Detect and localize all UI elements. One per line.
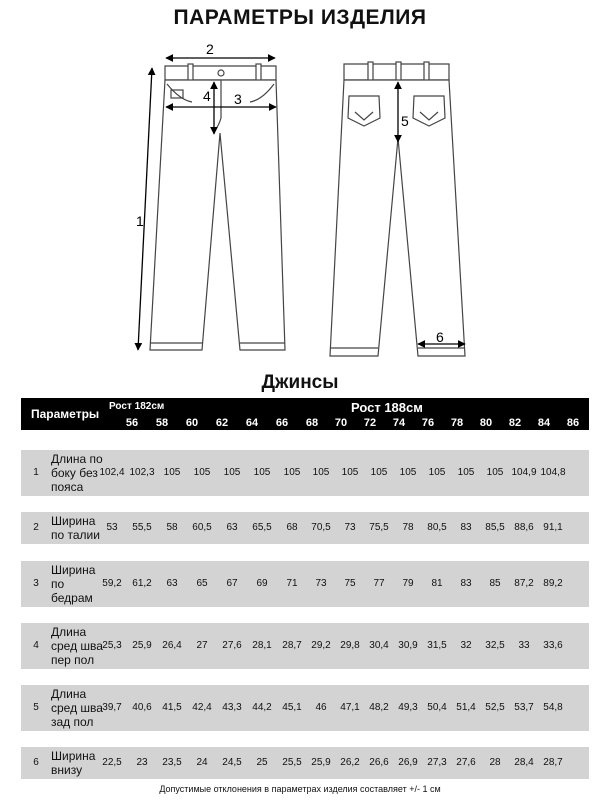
- table-cell: 46: [315, 702, 327, 713]
- size-header: 62: [215, 417, 229, 429]
- table-cell: 81: [431, 578, 443, 589]
- size-header: 78: [450, 417, 464, 429]
- table-cell: 105: [370, 467, 388, 478]
- height-group-188: Рост 188см: [351, 400, 423, 415]
- tolerance-note: Допустимые отклонения в параметрах изделия составляет +/- 1 см: [159, 784, 441, 794]
- table-cell: 105: [341, 467, 359, 478]
- table-cell: 91,1: [543, 522, 563, 533]
- table-cell: 27,3: [427, 757, 447, 768]
- size-header: 74: [392, 417, 406, 429]
- table-cell: 79: [402, 578, 414, 589]
- table-cell: 51,4: [456, 702, 476, 713]
- table-cell: 105: [283, 467, 301, 478]
- row-number: 2: [33, 522, 39, 533]
- table-cell: 85: [489, 578, 501, 589]
- table-cell: 88,6: [514, 522, 534, 533]
- table-cell: 54,8: [543, 702, 563, 713]
- table-cell: 25,9: [132, 640, 152, 651]
- measure-label-5: 5: [401, 113, 409, 129]
- table-cell: 105: [428, 467, 446, 478]
- table-cell: 73: [344, 522, 356, 533]
- table-cell: 105: [312, 467, 330, 478]
- table-cell: 89,2: [543, 578, 563, 589]
- size-header: 70: [334, 417, 348, 429]
- table-cell: 33,6: [543, 640, 563, 651]
- table-cell: 83: [460, 522, 472, 533]
- page-title: ПАРАМЕТРЫ ИЗДЕЛИЯ: [173, 6, 427, 29]
- measure-label-4: 4: [203, 88, 211, 104]
- table-cell: 32,5: [485, 640, 505, 651]
- measure-label-3: 3: [234, 91, 242, 107]
- table-row: [21, 450, 589, 496]
- size-header: 66: [275, 417, 289, 429]
- table-row: [21, 623, 589, 669]
- table-cell: 73: [315, 578, 327, 589]
- table-cell: 49,3: [398, 702, 418, 713]
- table-cell: 25,3: [102, 640, 122, 651]
- row-number: 1: [33, 467, 39, 478]
- table-cell: 33: [518, 640, 530, 651]
- table-cell: 29,2: [311, 640, 331, 651]
- table-cell: 75: [344, 578, 356, 589]
- table-cell: 63: [226, 522, 238, 533]
- size-header: 76: [421, 417, 435, 429]
- table-cell: 26,2: [340, 757, 360, 768]
- table-cell: 44,2: [252, 702, 272, 713]
- table-row: [21, 685, 589, 731]
- table-cell: 59,2: [102, 578, 122, 589]
- size-header: 72: [363, 417, 377, 429]
- size-header: 86: [566, 417, 580, 429]
- table-cell: 105: [486, 467, 504, 478]
- table-cell: 23,5: [162, 757, 182, 768]
- table-cell: 22,5: [102, 757, 122, 768]
- table-cell: 48,2: [369, 702, 389, 713]
- table-cell: 29,8: [340, 640, 360, 651]
- table-cell: 42,4: [192, 702, 212, 713]
- table-cell: 85,5: [485, 522, 505, 533]
- table-cell: 78: [402, 522, 414, 533]
- row-label-line: пер пол: [51, 653, 95, 667]
- row-label-line: зад пол: [51, 715, 94, 729]
- table-cell: 40,6: [132, 702, 152, 713]
- table-cell: 60,5: [192, 522, 212, 533]
- measure-label-6: 6: [436, 329, 444, 345]
- product-subtitle: Джинсы: [261, 372, 339, 393]
- row-number: 4: [33, 640, 39, 651]
- table-cell: 83: [460, 578, 472, 589]
- table-cell: 43,3: [222, 702, 242, 713]
- table-cell: 50,4: [427, 702, 447, 713]
- row-label-line: Ширина: [51, 514, 96, 528]
- row-label-line: боку без: [51, 466, 98, 480]
- table-cell: 104,9: [511, 467, 537, 478]
- row-label-line: сред шва: [51, 639, 103, 653]
- table-cell: 23: [136, 757, 148, 768]
- table-cell: 61,2: [132, 578, 152, 589]
- table-cell: 26,9: [398, 757, 418, 768]
- size-header: 68: [305, 417, 319, 429]
- row-label-line: бедрам: [51, 591, 93, 605]
- row-label-line: Ширина: [51, 563, 96, 577]
- table-cell: 31,5: [427, 640, 447, 651]
- table-cell: 28,4: [514, 757, 534, 768]
- table-cell: 27: [196, 640, 208, 651]
- table-cell: 26,4: [162, 640, 182, 651]
- row-label-line: Длина по: [51, 452, 103, 466]
- table-cell: 45,1: [282, 702, 302, 713]
- table-cell: 105: [457, 467, 475, 478]
- table-cell: 104,8: [540, 467, 566, 478]
- table-cell: 105: [399, 467, 417, 478]
- table-cell: 25,9: [311, 757, 331, 768]
- table-row: [21, 561, 589, 607]
- size-header: 60: [185, 417, 199, 429]
- table-cell: 69: [256, 578, 268, 589]
- table-cell: 25: [256, 757, 268, 768]
- table-cell: 53: [106, 522, 118, 533]
- table-cell: 102,4: [99, 467, 125, 478]
- table-cell: 30,4: [369, 640, 389, 651]
- size-header: 58: [155, 417, 169, 429]
- table-cell: 30,9: [398, 640, 418, 651]
- table-cell: 28: [489, 757, 501, 768]
- size-header: 80: [479, 417, 493, 429]
- table-cell: 67: [226, 578, 238, 589]
- row-label-line: по талии: [51, 528, 100, 542]
- measure-arrow-1: [138, 68, 152, 350]
- params-header: Параметры: [31, 407, 100, 421]
- size-header: 84: [537, 417, 551, 429]
- table-row: [21, 512, 589, 544]
- row-number: 3: [33, 578, 39, 589]
- table-cell: 77: [373, 578, 385, 589]
- table-cell: 28,1: [252, 640, 272, 651]
- row-label-line: Ширина: [51, 749, 96, 763]
- table-cell: 28,7: [543, 757, 563, 768]
- table-cell: 27,6: [222, 640, 242, 651]
- table-cell: 27,6: [456, 757, 476, 768]
- table-cell: 58: [166, 522, 178, 533]
- table-cell: 70,5: [311, 522, 331, 533]
- row-label-line: Длина: [51, 687, 87, 701]
- row-label-line: Длина: [51, 625, 87, 639]
- table-cell: 39,7: [102, 702, 122, 713]
- table-cell: 53,7: [514, 702, 534, 713]
- table-header: [21, 398, 589, 430]
- row-label-line: внизу: [51, 763, 83, 777]
- table-cell: 25,5: [282, 757, 302, 768]
- size-header: 64: [245, 417, 259, 429]
- table-cell: 41,5: [162, 702, 182, 713]
- table-cell: 105: [223, 467, 241, 478]
- table-cell: 65,5: [252, 522, 272, 533]
- table-cell: 63: [166, 578, 178, 589]
- jeans-diagram: [0, 38, 600, 368]
- size-header: 82: [508, 417, 522, 429]
- table-cell: 80,5: [427, 522, 447, 533]
- height-group-182: Рост 182см: [109, 401, 165, 412]
- row-label-line: сред шва: [51, 701, 103, 715]
- table-cell: 47,1: [340, 702, 360, 713]
- row-label-line: пояса: [51, 480, 84, 494]
- table-cell: 28,7: [282, 640, 302, 651]
- table-cell: 105: [253, 467, 271, 478]
- measure-label-2: 2: [206, 41, 214, 57]
- size-header: 56: [125, 417, 139, 429]
- table-cell: 32: [460, 640, 472, 651]
- table-cell: 65: [196, 578, 208, 589]
- table-cell: 102,3: [129, 467, 155, 478]
- table-cell: 24: [196, 757, 208, 768]
- table-cell: 24,5: [222, 757, 242, 768]
- row-number: 6: [33, 757, 39, 768]
- row-number: 5: [33, 702, 39, 713]
- table-cell: 71: [286, 578, 298, 589]
- table-cell: 52,5: [485, 702, 505, 713]
- table-cell: 75,5: [369, 522, 389, 533]
- table-cell: 55,5: [132, 522, 152, 533]
- table-cell: 87,2: [514, 578, 534, 589]
- table-cell: 68: [286, 522, 298, 533]
- table-cell: 26,6: [369, 757, 389, 768]
- row-label-line: по: [51, 577, 65, 591]
- table-cell: 105: [193, 467, 211, 478]
- measure-label-1: 1: [136, 213, 144, 229]
- table-cell: 105: [163, 467, 181, 478]
- table-row: [21, 747, 589, 779]
